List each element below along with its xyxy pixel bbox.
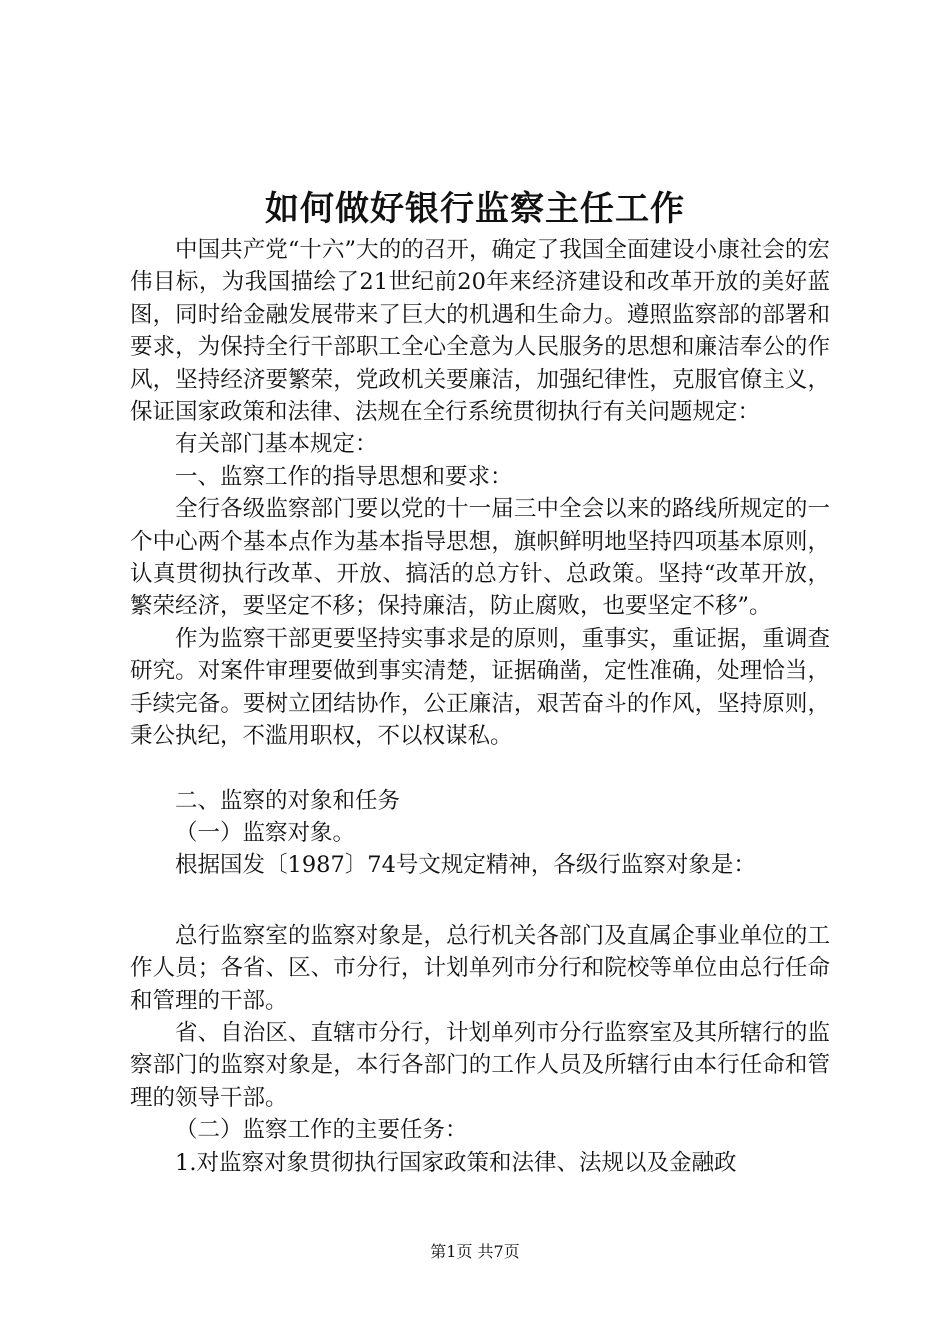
paragraph-branch-scope: 省、自治区、直辖市分行，计划单列市分行监察室及其所辖行的监察部门的监察对象是，本行各部门的工作人员及所辖行由本行任命和管理的领导干部。 (130, 1019, 830, 1111)
paragraph-basic-rules: 有关部门基本规定： (175, 431, 378, 458)
paragraph-intro: 中国共产党“十六”大的的召开，确定了我国全面建设小康社会的宏伟目标，为我国描绘了21世纪前20年来经济建设和改革开放的美好蓝图，同时给金融发展带来了巨大的机遇和生命力。遵照监察部的部署和要求，为保持全行干部职工全心全意为人民服务的思想和廉洁奉公的作风，坚持经济要繁荣，党政机关要廉洁，加强纪律性，克服官僚主义，保证国家政策和法律、法规在全行系统贯彻执行有关问题规定： (130, 237, 830, 426)
subsection-heading-1: （一）监察对象。 (175, 819, 356, 846)
paragraph-guiding-ideology: 全行各级监察部门要以党的十一届三中全会以来的路线所规定的一个中心两个基本点作为基本指导思想，旗帜鲜明地坚持四项基本原则，认真贯彻执行改革、开放、搞活的总方针、总政策。坚持“改革开放，繁荣经济，要坚定不移；保持廉洁，防止腐败，也要坚定不移”。 (130, 496, 830, 620)
page-number: 第1页 共7页 (430, 1242, 520, 1261)
paragraph-head-office-scope: 总行监察室的监察对象是，总行机关各部门及直属企事业单位的工作人员；各省、区、市分行，计划单列市分行和院校等单位由总行任命和管理的干部。 (130, 922, 830, 1014)
document-title: 如何做好银行监察主任工作 (265, 189, 685, 229)
list-item-1: 1.对监察对象贯彻执行国家政策和法律、法规以及金融政 (175, 1149, 737, 1176)
section-heading-1: 一、监察工作的指导思想和要求： (175, 463, 513, 490)
paragraph-legal-basis: 根据国发〔1987〕74号文规定精神，各级行监察对象是： (175, 852, 756, 879)
document-body (130, 234, 830, 1179)
section-heading-2: 二、监察的对象和任务 (175, 787, 401, 814)
paragraph-cadre-principles: 作为监察干部更要坚持实事求是的原则，重事实，重证据，重调查研究。对案件审理要做到事实清楚，证据确凿，定性准确，处理恰当，手续完备。要树立团结协作，公正廉洁，艰苦奋斗的作风，坚持原则，秉公执纪，不滥用职权，不以权谋私。 (130, 625, 830, 750)
subsection-heading-2: （二）监察工作的主要任务： (175, 1117, 468, 1144)
